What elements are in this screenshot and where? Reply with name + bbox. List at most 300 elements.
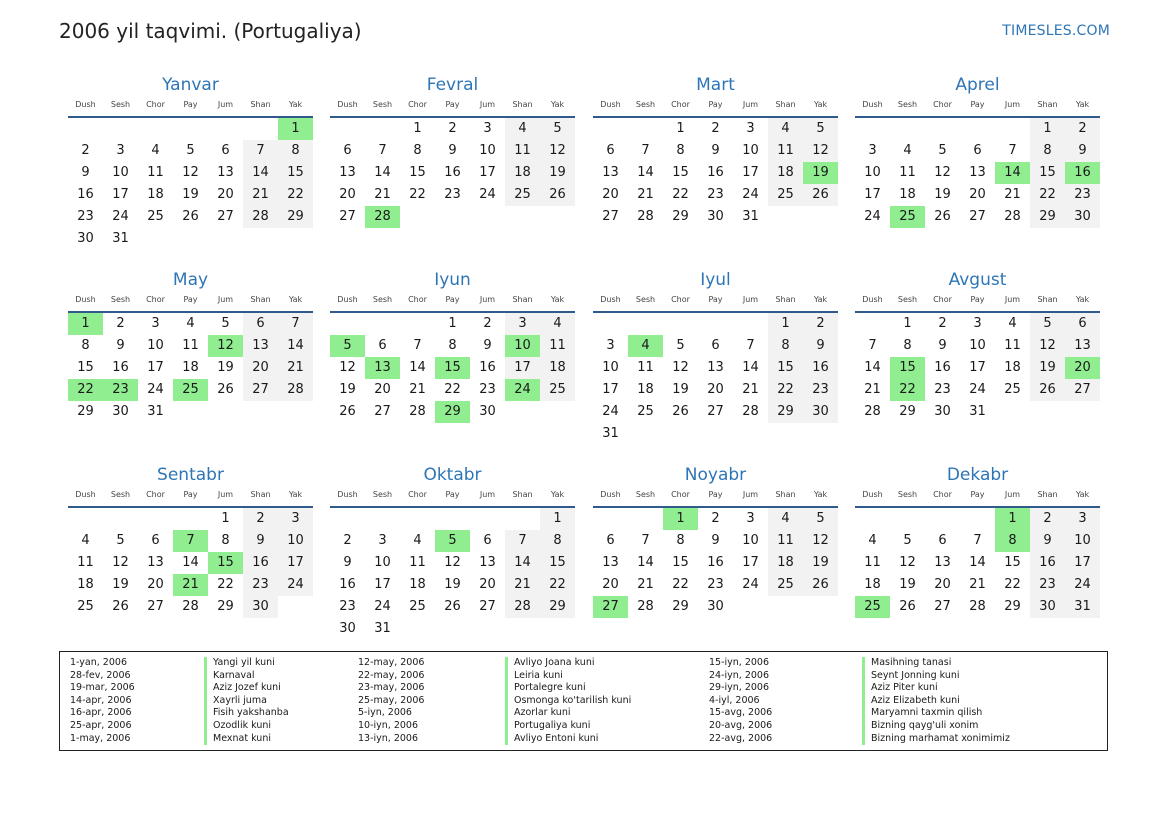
day-cell: 26 (444, 599, 461, 614)
day-cell: 4 (868, 533, 877, 548)
weekday-label: Shan (512, 490, 533, 499)
weekday-header (330, 293, 575, 313)
day-cell: 3 (868, 143, 877, 158)
day-cell: 31 (147, 404, 164, 419)
day-cell: 12 (803, 530, 838, 552)
weekday-label: Yak (1075, 295, 1090, 304)
day-cell: 17 (479, 165, 496, 180)
month-noyabr (593, 462, 838, 618)
day-cell: 23 (803, 379, 838, 401)
day-cell: 30 (1030, 596, 1065, 618)
weekday-label: Yak (813, 295, 828, 304)
day-cell: 27 (339, 209, 356, 224)
holiday-name: Avliyo Entoni kuni (505, 733, 598, 746)
weekday-label: Chor (408, 490, 427, 499)
empty-cell (435, 508, 470, 530)
day-cell: 27 (707, 404, 724, 419)
weekday-header (593, 488, 838, 508)
day-cell: 24 (742, 577, 759, 592)
day-cell: 17 (1065, 552, 1100, 574)
day-cell: 14 (374, 165, 391, 180)
day-cell: 6 (243, 313, 278, 335)
day-cell: 29 (1030, 206, 1065, 228)
day-cell: 16 (803, 357, 838, 379)
weekday-label: Dush (337, 100, 358, 109)
holiday-date: 1-yan, 2006 (70, 657, 127, 668)
day-cell: 11 (637, 360, 654, 375)
day-cell: 10 (479, 143, 496, 158)
day-cell: 19 (672, 382, 689, 397)
day-cell: 21 (637, 187, 654, 202)
day-cell: 14 (243, 162, 278, 184)
day-cell: 3 (606, 338, 615, 353)
day-cell: 7 (378, 143, 387, 158)
month-sentabr (68, 462, 313, 618)
empty-cell (470, 508, 505, 530)
month-dekabr (855, 462, 1100, 618)
day-grid (68, 313, 313, 423)
weekday-label: Yak (550, 295, 565, 304)
month-mart (593, 72, 838, 228)
day-cell: 18 (182, 360, 199, 375)
day-cell: 6 (483, 533, 492, 548)
day-cell: 28 (637, 599, 654, 614)
holiday-day-cell: 25 (890, 206, 925, 228)
day-cell: 7 (1008, 143, 1017, 158)
day-cell: 3 (378, 533, 387, 548)
day-cell: 16 (77, 187, 94, 202)
brand-link[interactable]: TIMESLES.COM (1002, 23, 1110, 39)
day-cell: 3 (746, 511, 755, 526)
day-cell: 1 (221, 511, 230, 526)
empty-cell (628, 118, 663, 140)
day-cell: 26 (934, 209, 951, 224)
day-cell: 20 (602, 187, 619, 202)
weekday-header (855, 293, 1100, 313)
day-cell: 31 (374, 621, 391, 636)
holiday-day-cell: 15 (890, 357, 925, 379)
day-cell: 3 (1065, 508, 1100, 530)
day-cell: 12 (112, 555, 129, 570)
day-cell: 8 (413, 143, 422, 158)
day-cell: 4 (1008, 316, 1017, 331)
day-cell: 27 (374, 404, 391, 419)
day-cell: 11 (77, 555, 94, 570)
day-cell: 2 (448, 121, 457, 136)
day-cell: 28 (278, 379, 313, 401)
day-cell: 13 (1065, 335, 1100, 357)
day-cell: 25 (77, 599, 94, 614)
day-cell: 1 (448, 316, 457, 331)
day-cell: 2 (81, 143, 90, 158)
day-cell: 30 (707, 599, 724, 614)
holiday-day-cell: 1 (278, 118, 313, 140)
weekday-label: Chor (146, 100, 165, 109)
day-cell: 10 (602, 360, 619, 375)
weekday-label: Sesh (635, 100, 656, 109)
day-cell: 28 (864, 404, 881, 419)
day-cell: 8 (676, 143, 685, 158)
holiday-date: 19-mar, 2006 (70, 682, 135, 694)
day-grid (855, 508, 1100, 618)
empty-cell (68, 508, 103, 530)
empty-cell (855, 118, 890, 140)
day-cell: 8 (81, 338, 90, 353)
day-cell: 27 (147, 599, 164, 614)
day-cell: 25 (540, 379, 575, 401)
day-cell: 30 (1065, 206, 1100, 228)
day-grid (855, 118, 1100, 228)
day-cell: 9 (116, 338, 125, 353)
holiday-day-cell: 1 (68, 313, 103, 335)
weekday-label: Dush (862, 295, 883, 304)
day-cell: 1 (676, 121, 685, 136)
day-cell: 9 (243, 530, 278, 552)
day-cell: 13 (602, 555, 619, 570)
day-cell: 31 (1065, 596, 1100, 618)
day-cell: 27 (217, 209, 234, 224)
weekday-label: Jum (217, 100, 234, 109)
day-cell: 20 (147, 577, 164, 592)
holiday-day-cell: 13 (365, 357, 400, 379)
day-cell: 8 (903, 338, 912, 353)
day-cell: 10 (374, 555, 391, 570)
day-cell: 26 (803, 184, 838, 206)
weekday-label: Shan (1037, 490, 1058, 499)
day-cell: 2 (711, 511, 720, 526)
weekday-label: Shan (775, 490, 796, 499)
day-cell: 16 (707, 555, 724, 570)
day-cell: 25 (409, 599, 426, 614)
day-cell: 24 (479, 187, 496, 202)
day-cell: 27 (934, 599, 951, 614)
weekday-label: Dush (862, 490, 883, 499)
day-cell: 10 (147, 338, 164, 353)
day-cell: 24 (1065, 574, 1100, 596)
day-cell: 12 (444, 555, 461, 570)
weekday-header (330, 488, 575, 508)
weekday-label: Yak (288, 295, 303, 304)
day-cell: 20 (602, 577, 619, 592)
day-cell: 24 (742, 187, 759, 202)
empty-cell (103, 508, 138, 530)
empty-cell (365, 508, 400, 530)
weekday-label: Dush (600, 490, 621, 499)
day-cell: 26 (1030, 379, 1065, 401)
day-cell: 19 (182, 187, 199, 202)
day-cell: 14 (969, 555, 986, 570)
day-cell: 6 (1065, 313, 1100, 335)
day-cell: 16 (707, 165, 724, 180)
day-cell: 30 (243, 596, 278, 618)
holiday-day-cell: 29 (435, 401, 470, 423)
empty-cell (173, 118, 208, 140)
day-cell: 8 (1030, 140, 1065, 162)
day-cell: 9 (448, 143, 457, 158)
holiday-date: 15-avg, 2006 (709, 707, 773, 719)
weekday-label: Dush (600, 100, 621, 109)
day-cell: 25 (1004, 382, 1021, 397)
holiday-name: Leiria kuni (505, 670, 563, 683)
day-cell: 5 (116, 533, 125, 548)
day-cell: 4 (413, 533, 422, 548)
day-cell: 11 (182, 338, 199, 353)
day-cell: 2 (803, 313, 838, 335)
day-cell: 22 (672, 577, 689, 592)
holiday-date: 15-iyn, 2006 (709, 657, 770, 668)
day-cell: 28 (742, 404, 759, 419)
day-cell: 12 (803, 140, 838, 162)
holiday-day-cell: 10 (505, 335, 540, 357)
day-cell: 17 (112, 187, 129, 202)
day-cell: 29 (899, 404, 916, 419)
day-cell: 31 (112, 231, 129, 246)
holiday-day-cell: 16 (1065, 162, 1100, 184)
day-cell: 10 (112, 165, 129, 180)
month-iyul (593, 267, 838, 445)
holiday-date: 16-apr, 2006 (70, 707, 132, 719)
day-cell: 3 (151, 316, 160, 331)
day-cell: 12 (1030, 335, 1065, 357)
day-cell: 5 (803, 508, 838, 530)
day-cell: 28 (969, 599, 986, 614)
weekday-label: Jum (1004, 490, 1021, 499)
day-cell: 5 (540, 118, 575, 140)
day-cell: 24 (147, 382, 164, 397)
weekday-label: Sesh (897, 100, 918, 109)
day-cell: 14 (742, 360, 759, 375)
day-cell: 8 (221, 533, 230, 548)
weekday-label: Sesh (110, 100, 131, 109)
holiday-date: 24-iyn, 2006 (709, 669, 770, 681)
day-cell: 23 (1065, 184, 1100, 206)
weekday-label: Yak (813, 100, 828, 109)
weekday-label: Jum (742, 295, 759, 304)
weekday-label: Shan (250, 295, 271, 304)
day-cell: 21 (505, 574, 540, 596)
day-cell: 15 (278, 162, 313, 184)
empty-cell (138, 118, 173, 140)
month-yanvar (68, 72, 313, 250)
day-cell: 7 (641, 143, 650, 158)
day-cell: 6 (606, 143, 615, 158)
weekday-label: Pay (708, 490, 723, 499)
weekday-label: Dush (75, 490, 96, 499)
weekday-header (855, 488, 1100, 508)
empty-cell (505, 508, 540, 530)
day-cell: 18 (409, 577, 426, 592)
day-cell: 20 (934, 577, 951, 592)
holiday-date: 13-iyn, 2006 (358, 732, 419, 744)
weekday-label: Chor (671, 100, 690, 109)
day-cell: 21 (969, 577, 986, 592)
day-cell: 22 (444, 382, 461, 397)
holiday-name: Masihning tanasi (862, 657, 951, 670)
day-cell: 10 (864, 165, 881, 180)
day-cell: 30 (77, 231, 94, 246)
day-cell: 2 (711, 121, 720, 136)
day-cell: 21 (243, 184, 278, 206)
day-cell: 13 (602, 165, 619, 180)
weekday-label: Jum (479, 490, 496, 499)
empty-cell (208, 118, 243, 140)
day-cell: 22 (217, 577, 234, 592)
weekday-label: Sesh (897, 490, 918, 499)
day-cell: 19 (934, 187, 951, 202)
day-cell: 26 (182, 209, 199, 224)
day-cell: 17 (505, 357, 540, 379)
day-cell: 17 (147, 360, 164, 375)
holiday-day-cell: 25 (855, 596, 890, 618)
empty-cell (628, 508, 663, 530)
day-cell: 29 (672, 599, 689, 614)
day-cell: 8 (278, 140, 313, 162)
weekday-label: Jum (742, 490, 759, 499)
month-fevral (330, 72, 575, 228)
holiday-date: 22-may, 2006 (358, 669, 425, 681)
day-cell: 17 (969, 360, 986, 375)
day-cell: 7 (973, 533, 982, 548)
day-cell: 27 (969, 209, 986, 224)
day-cell: 21 (374, 187, 391, 202)
weekday-label: Dush (337, 490, 358, 499)
weekday-label: Chor (671, 490, 690, 499)
weekday-label: Shan (775, 100, 796, 109)
day-cell: 15 (1030, 162, 1065, 184)
day-cell: 7 (413, 338, 422, 353)
day-cell: 19 (217, 360, 234, 375)
empty-cell (925, 118, 960, 140)
day-cell: 4 (903, 143, 912, 158)
holiday-name: Aziz Elizabeth kuni (862, 695, 960, 708)
day-cell: 28 (182, 599, 199, 614)
day-cell: 23 (243, 574, 278, 596)
day-cell: 15 (768, 357, 803, 379)
day-cell: 15 (77, 360, 94, 375)
day-cell: 13 (969, 165, 986, 180)
day-cell: 10 (1065, 530, 1100, 552)
empty-cell (400, 508, 435, 530)
day-cell: 25 (147, 209, 164, 224)
day-cell: 4 (151, 143, 160, 158)
holiday-day-cell: 5 (330, 335, 365, 357)
day-cell: 11 (409, 555, 426, 570)
empty-cell (925, 508, 960, 530)
weekday-label: Jum (217, 490, 234, 499)
day-cell: 12 (540, 140, 575, 162)
holiday-name: Xayrli juma (204, 695, 267, 708)
weekday-label: Shan (250, 490, 271, 499)
holiday-day-cell: 21 (173, 574, 208, 596)
holiday-day-cell: 22 (68, 379, 103, 401)
weekday-header (330, 98, 575, 118)
day-cell: 9 (711, 143, 720, 158)
holiday-day-cell: 22 (890, 379, 925, 401)
day-cell: 14 (864, 360, 881, 375)
day-cell: 29 (672, 209, 689, 224)
day-cell: 28 (505, 596, 540, 618)
day-cell: 17 (374, 577, 391, 592)
day-cell: 18 (768, 162, 803, 184)
day-cell: 26 (803, 574, 838, 596)
day-cell: 14 (637, 165, 654, 180)
day-cell: 19 (803, 552, 838, 574)
day-cell: 11 (505, 140, 540, 162)
holiday-day-cell: 20 (1065, 357, 1100, 379)
day-cell: 18 (77, 577, 94, 592)
day-cell: 5 (938, 143, 947, 158)
weekday-label: Jum (217, 295, 234, 304)
day-cell: 4 (768, 508, 803, 530)
day-cell: 19 (899, 577, 916, 592)
day-cell: 1 (768, 313, 803, 335)
day-grid (68, 508, 313, 618)
weekday-label: Yak (1075, 100, 1090, 109)
day-cell: 19 (339, 382, 356, 397)
empty-cell (855, 508, 890, 530)
holiday-date: 25-may, 2006 (358, 694, 425, 706)
day-grid (593, 313, 838, 445)
holiday-name: Karnaval (204, 670, 255, 683)
day-cell: 13 (147, 555, 164, 570)
weekday-label: Dush (75, 100, 96, 109)
weekday-label: Chor (933, 490, 952, 499)
weekday-label: Yak (288, 100, 303, 109)
holiday-name: Fisih yakshanba (204, 707, 289, 720)
day-cell: 1 (903, 316, 912, 331)
empty-cell (68, 118, 103, 140)
day-grid (330, 508, 575, 640)
day-cell: 11 (540, 335, 575, 357)
day-cell: 29 (77, 404, 94, 419)
day-cell: 7 (505, 530, 540, 552)
holiday-day-cell: 24 (505, 379, 540, 401)
holiday-name: Ozodlik kuni (204, 720, 271, 733)
day-cell: 24 (374, 599, 391, 614)
holiday-date: 25-apr, 2006 (70, 720, 132, 731)
day-cell: 12 (899, 555, 916, 570)
holiday-date: 10-iyn, 2006 (358, 720, 419, 731)
weekday-label: Pay (970, 490, 985, 499)
holiday-date: 29-iyn, 2006 (709, 682, 770, 694)
day-cell: 21 (409, 382, 426, 397)
weekday-label: Yak (1075, 490, 1090, 499)
empty-cell (960, 118, 995, 140)
weekday-label: Pay (183, 100, 198, 109)
day-cell: 22 (1004, 577, 1021, 592)
day-cell: 28 (409, 404, 426, 419)
holiday-day-cell: 4 (628, 335, 663, 357)
day-cell: 21 (278, 357, 313, 379)
day-cell: 20 (339, 187, 356, 202)
empty-cell (593, 508, 628, 530)
day-cell: 9 (343, 555, 352, 570)
day-cell: 19 (112, 577, 129, 592)
page-title: 2006 yil taqvimi. (Portugaliya) (59, 19, 362, 43)
month-name: Yanvar (162, 75, 219, 95)
weekday-label: Shan (250, 100, 271, 109)
day-cell: 6 (606, 533, 615, 548)
weekday-label: Jum (1004, 100, 1021, 109)
weekday-label: Sesh (372, 295, 393, 304)
day-cell: 4 (540, 313, 575, 335)
day-cell: 11 (147, 165, 164, 180)
holiday-legend (59, 651, 1108, 751)
day-cell: 22 (278, 184, 313, 206)
day-grid (593, 118, 838, 228)
day-cell: 29 (278, 206, 313, 228)
day-cell: 12 (934, 165, 951, 180)
